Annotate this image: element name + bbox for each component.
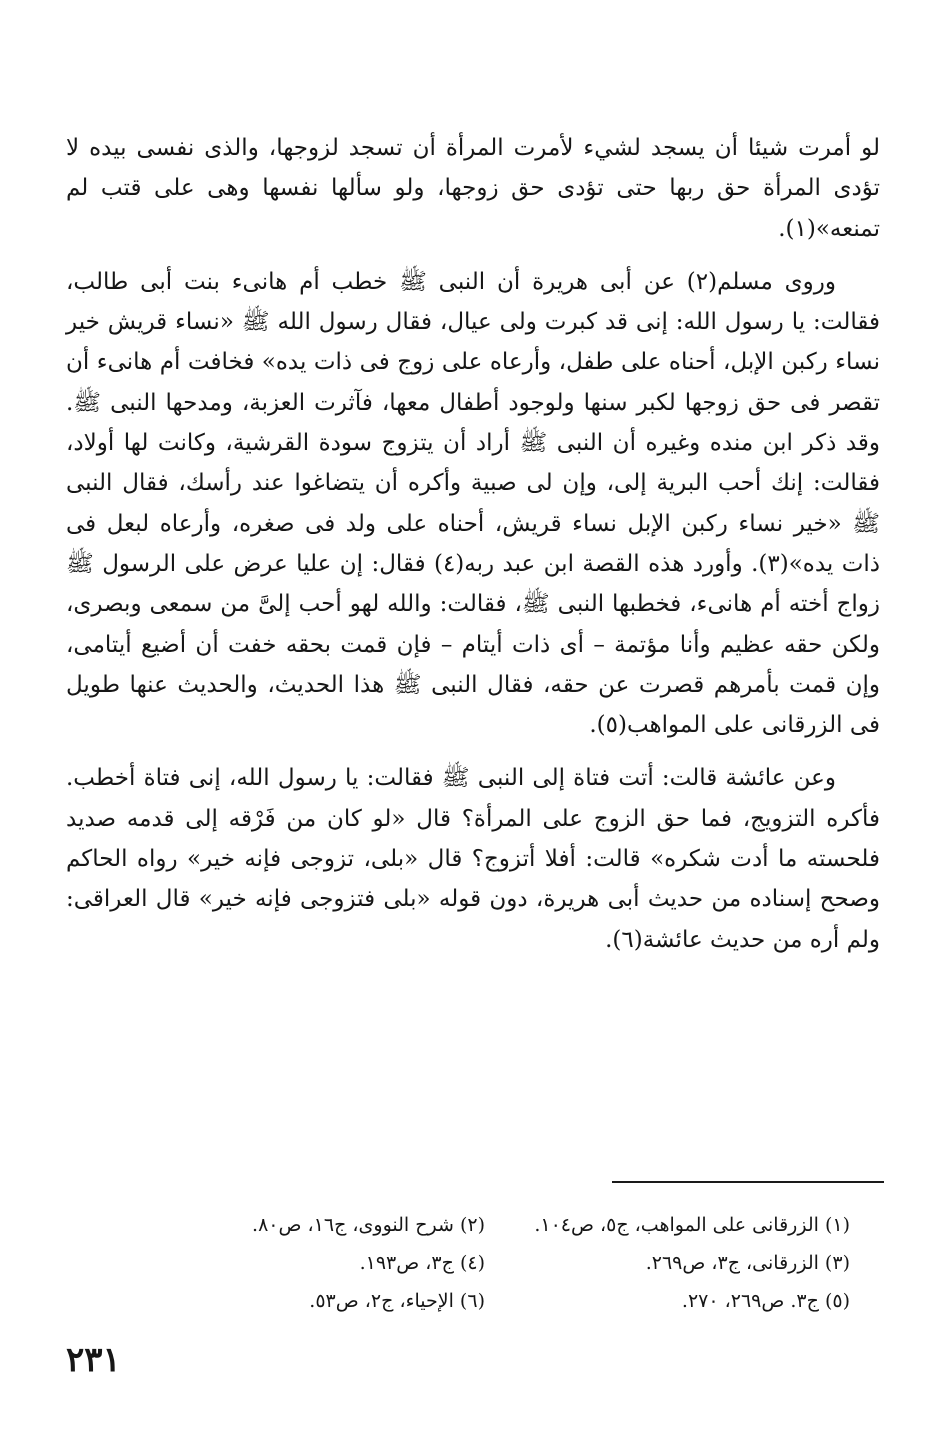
footnote-row [120,1206,850,1244]
footnote-separator [612,1181,884,1183]
footnote-4: (٤) ج٣، ص١٩٣. [359,1252,485,1274]
footnotes [120,1206,850,1320]
page-number: ٢٣١ [66,1340,121,1380]
footnote-3: (٣) الزرقانى، ج٣، ص٢٦٩. [645,1252,850,1274]
main-text [66,128,880,973]
footnote-row [120,1282,850,1320]
footnote-2: (٢) شرح النووى، ج١٦، ص٨٠. [252,1214,485,1236]
footnote-5: (٥) ج٣. ص٢٦٩، ٢٧٠. [681,1290,850,1312]
paragraph-1: لو أمرت شيئا أن يسجد لشيء لأمرت المرأة أن تسجد لزوجها، والذى نفسى بيده لا تؤدى المرأة حق ربها حتى تؤدى حق زوجها، ولو سألها نفسها وهى على قتب لم تمنعه»(١). [66,135,880,242]
footnote-1: (١) الزرقانى على المواهب، ج٥، ص١٠٤. [534,1214,850,1236]
paragraph-3: وعن عائشة قالت: أتت فتاة إلى النبى ﷺ فقالت: يا رسول الله، إنى فتاة أخطب. فأكره التزويج، فما حق الزوج على المرأة؟ قال «لو كان من فَرْقه إلى قدمه صديد فلحسته ما أدت شكره» قالت: أفلا أتزوج؟ قال «بلى، تزوجى فإنه خير» رواه الحاكم وصحح إسناده من حديث أبى هريرة، دون قوله «بلى فتزوجى فإنه خير» قال العراقى: ولم أره من حديث عائشة(٦). [66,765,880,953]
paragraph-2: وروى مسلم(٢) عن أبى هريرة أن النبى ﷺ خطب أم هانىء بنت أبى طالب، فقالت: يا رسول الله: إنى قد كبرت ولى عيال، فقال رسول الله ﷺ «نساء قريش خير نساء ركبن الإبل، أحناه على طفل، وأرعاه على زوج فى ذات يده» فخافت أم هانىء أن تقصر فى حق زوجها لكبر سنها ولوجود أطفال معها، فآثرت العزبة، ومدحها النبى ﷺ. وقد ذكر ابن منده وغيره أن النبى ﷺ أراد أن يتزوج سودة القرشية، وكانت لها أولاد، فقالت: إنك أحب البرية إلى، وإن لى صبية وأكره أن يتضاغوا عند رأسك، فقال النبى ﷺ «خير نساء ركبن الإبل نساء قريش، أحناه على ولد فى صغره، وأرعاه لبعل فى ذات يده»(٣). وأورد هذه القصة ابن عبد ربه(٤) فقال: إن عليا عرض على الرسول ﷺ زواج أخته أم هانىء، فخطبها النبى ﷺ، فقالت: والله لهو أحب إلىَّ من سمعى وبصرى، ولكن حقه عظيم وأنا مؤتمة – أى ذات أيتام – فإن قمت بحقه خفت أن أضيع أيتامى، وإن قمت بأمرهم قصرت عن حقه، فقال النبى ﷺ هذا الحديث، والحديث عنها طويل فى الزرقانى على المواهب(٥). [66,268,880,739]
footnote-6: (٦) الإحياء، ج٢، ص٥٣. [309,1290,485,1312]
footnote-row [120,1244,850,1282]
